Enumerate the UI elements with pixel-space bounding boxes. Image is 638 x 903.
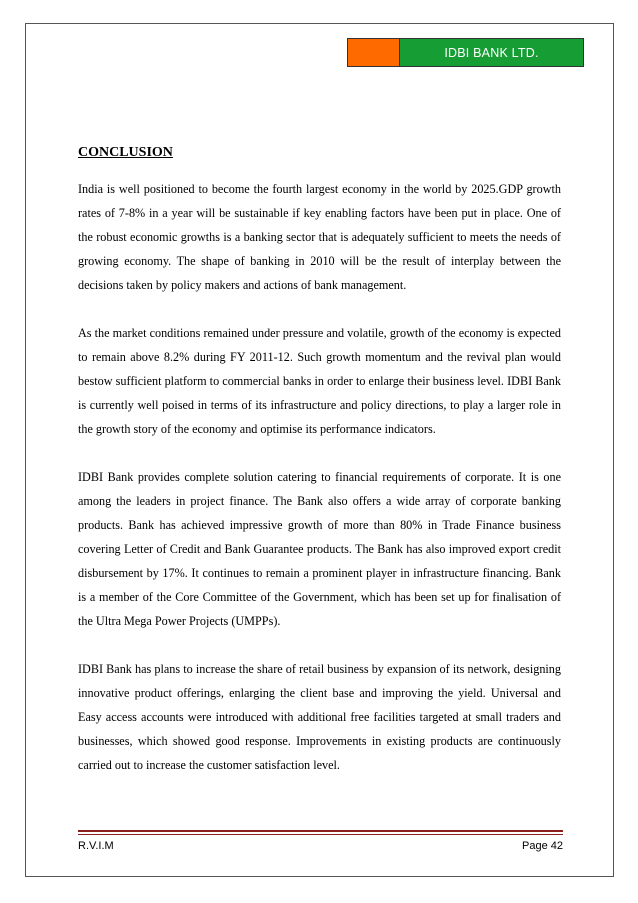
paragraph-3: IDBI Bank provides complete solution catering to financial requirements of corporate. It is one among the leaders in project finance. The Bank also offers a wide array of corporate banking products. Bank has achieved impressive growth of more than 80% in Trade Finance business covering Letter of Credit and Bank Guarantee products. The Bank has also improved export credit disbursement by 17%. It continues to remain a prominent player in infrastructure financing. Bank is a member of the Core Committee of the Government, which has been set up for finalisation of the Ultra Mega Power Projects (UMPPs).: [78, 470, 561, 628]
page-number: Page 42: [522, 840, 563, 852]
footer-rule: [78, 830, 563, 832]
paragraph-2: As the market conditions remained under pressure and volatile, growth of the economy is expected to remain above 8.2% during FY 2011-12. Such growth momentum and the revival plan would bestow sufficient platform to commercial banks in order to enlarge their business level. IDBI Bank is currently well poised in terms of its infrastructure and policy directions, to play a larger role in the growth story of the economy and optimise its performance indicators.: [78, 326, 561, 436]
header-banner: [347, 38, 584, 67]
footer-institute: R.V.I.M: [78, 840, 114, 852]
header-orange-block: [348, 39, 400, 66]
body-text: [78, 177, 561, 801]
page-title: CONCLUSION: [78, 145, 173, 160]
header-title: IDBI BANK LTD.: [400, 39, 583, 66]
footer-rule-thin: [78, 834, 563, 835]
paragraph-1: India is well positioned to become the fourth largest economy in the world by 2025.GDP growth rates of 7-8% in a year will be sustainable if key enabling factors have been put in place. One of the robust economic growths is a banking sector that is adequately sufficient to meets the needs of growing economy. The shape of banking in 2010 will be the result of interplay between the decisions taken by policy makers and actions of bank management.: [78, 182, 561, 292]
paragraph-4: IDBI Bank has plans to increase the share of retail business by expansion of its network, designing innovative product offerings, enlarging the client base and improving the yield. Universal and Easy access accounts were introduced with additional free facilities targeted at small traders and businesses, which showed good response. Improvements in existing products are continuously carried out to increase the customer satisfaction level.: [78, 662, 561, 772]
